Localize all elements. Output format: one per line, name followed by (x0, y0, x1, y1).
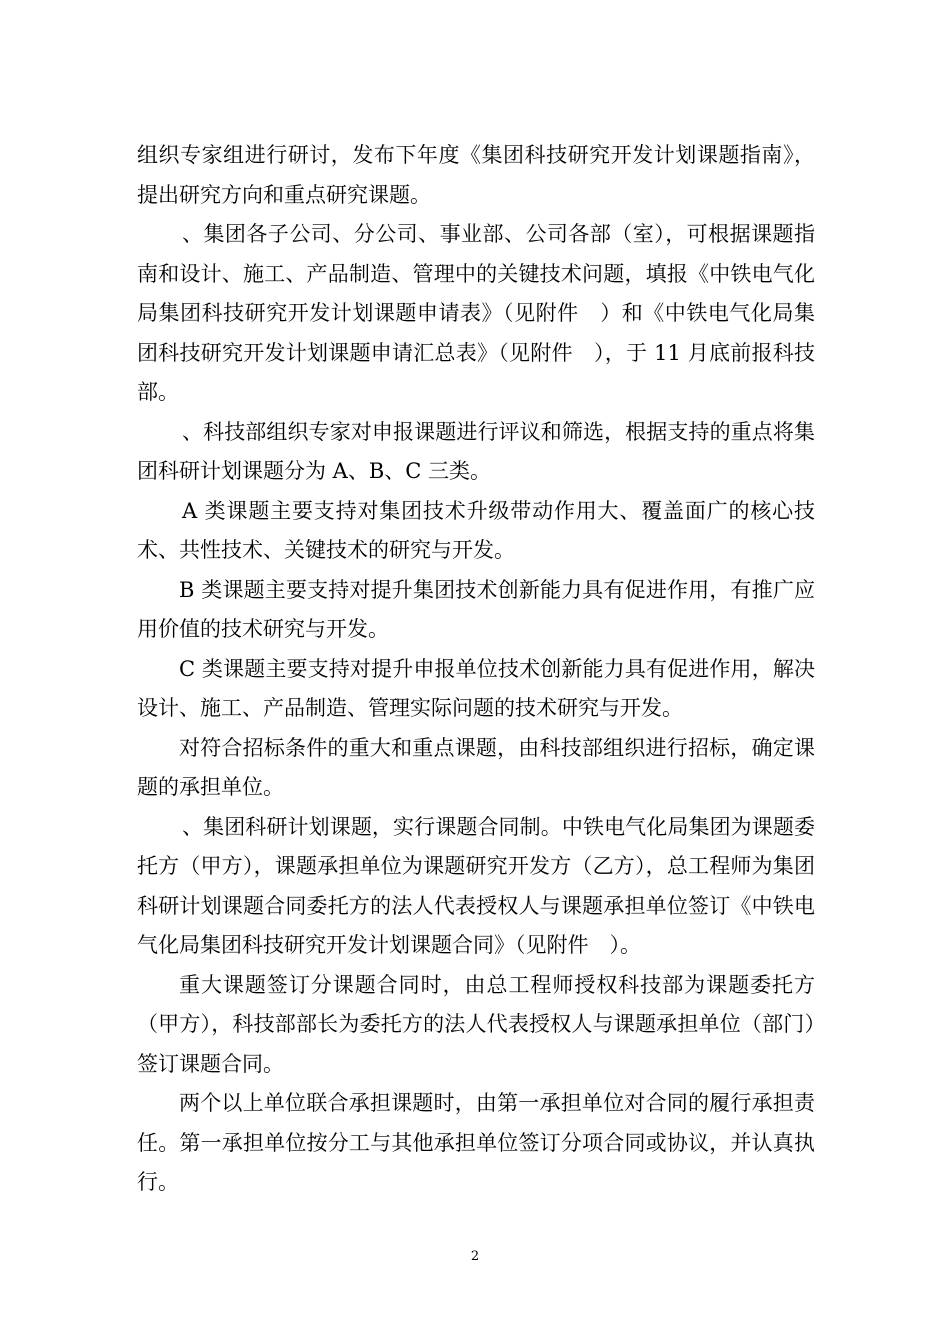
paragraph-contract-system: 、集团科研计划课题，实行课题合同制。中铁电气化局集团为课题委托方（甲方），课题承担单位为课题研究开发方（乙方），总工程师为集团科研计划课题合同委托方的法人代表授权人与课题承担单位签订《中铁电气化局集团科技研究开发计划课题合同》（见附件 ）。 (137, 814, 815, 957)
paragraph-class-c: C 类课题主要支持对提升申报单位技术创新能力具有促进作用，解决设计、施工、产品制造、管理实际问题的技术研究与开发。 (137, 656, 815, 720)
page-number: 2 (470, 1249, 480, 1264)
paragraph-bidding: 对符合招标条件的重大和重点课题，由科技部组织进行招标，确定课题的承担单位。 (137, 735, 815, 799)
paragraph-class-a: A 类课题主要支持对集团技术升级带动作用大、覆盖面广的核心技术、共性技术、关键技术的研究与开发。 (137, 498, 815, 562)
paragraph-major-subcontract: 重大课题签订分课题合同时，由总工程师授权科技部为课题委托方（甲方），科技部部长为委托方的法人代表授权人与课题承担单位（部门）签订课题合同。 (137, 972, 815, 1076)
paragraph-application-submission: 、集团各子公司、分公司、事业部、公司各部（室），可根据课题指南和设计、施工、产品制造、管理中的关键技术问题，填报《中铁电气化局集团科技研究开发计划课题申请表》（见附件 ）和《中铁电气化局集团科技研究开发计划课题申请汇总表》（见附件 ），于 11 月底前报科技部。 (137, 222, 815, 404)
paragraph-guide-publication: 组织专家组进行研讨，发布下年度《集团科技研究开发计划课题指南》，提出研究方向和重点研究课题。 (137, 143, 815, 207)
paragraph-joint-undertaking: 两个以上单位联合承担课题时，由第一承担单位对合同的履行承担责任。第一承担单位按分工与其他承担单位签订分项合同或协议，并认真执行。 (137, 1091, 815, 1194)
paragraph-evaluation-classification: 、科技部组织专家对申报课题进行评议和筛选，根据支持的重点将集团科研计划课题分为 A、B、C 三类。 (137, 419, 815, 483)
paragraph-class-b: B 类课题主要支持对提升集团技术创新能力具有促进作用，有推广应用价值的技术研究与开发。 (137, 577, 815, 641)
body-text (137, 136, 815, 1203)
